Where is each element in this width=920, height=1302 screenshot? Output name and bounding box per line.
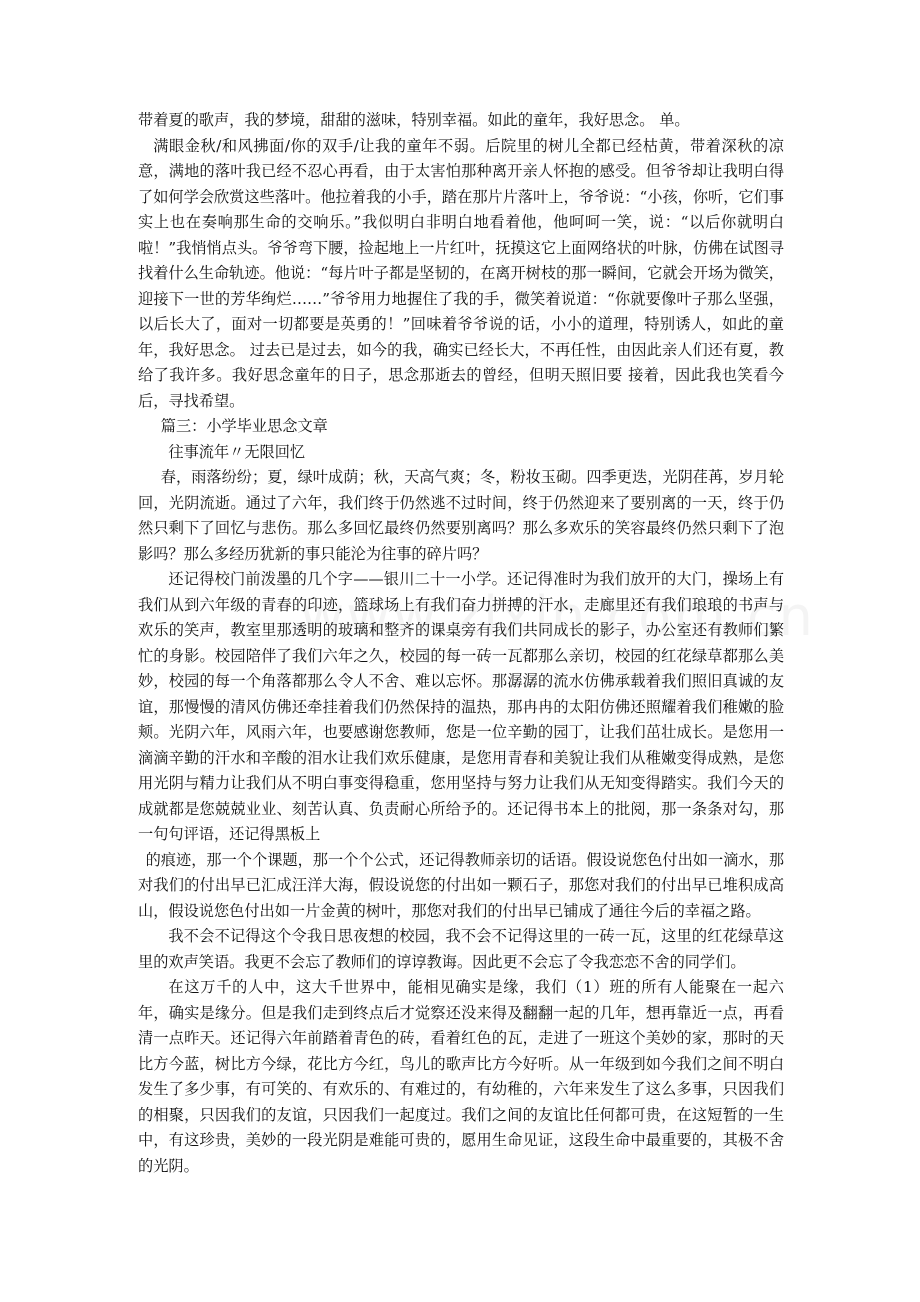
paragraph-autumn-grandpa: 满眼金秋/和风拂面/你的双手/让我的童年不弱。后院里的树儿全都已经枯黄，带着深秋的凉意，满地的落叶我已经不忍心再看，由于太害怕那种离开亲人怀抱的感受。但爷爷却让我明白得了如何学会欣赏这些落叶。他拉着我的小手，踏在那片片落叶上，爷爷说：“小孩，你听，它们事实上也在奏响那生命的交响乐。”我似明白非明白地看着他，他呵呵一笑，说：“以后你就明白啦！”我悄悄点头。爷爷弯下腰，捡起地上一片红叶，抚摸这它上面网络状的叶脉，仿佛在试图寻找着什么生命轨迹。他说：“每片叶子都是坚韧的，在离开树枝的那一瞬间，它就会开场为微笑，迎接下一世的芳华绚烂……”爷爷用力地握住了我的手，微笑着说道：“你就要像叶子那么坚强，以后长大了，面对一切都要是英勇的！”回味着爷爷说的话，小小的道理，特别诱人，如此的童年，我好思念。 过去已是过去，如今的我，确实已经长大，不再任性，由因此亲人们还有夏，教给了我许多。我好思念童年的日子，思念那逝去的曾经，但明天照旧要 接着，因此我也笑看今后，寻找希望。 [138,136,784,410]
article-title: 往事流年〃无限回忆 [168,442,306,461]
document-body [138,108,784,1179]
section-heading: 篇三：小学毕业思念文章 [160,417,328,435]
paragraph-classmates: 在这万千的人中，这大千世界中，能相见确实是缘，我们（1）班的所有人能聚在一起六年，确实是缘分。但是我们走到终点后才觉察还没来得及翻翻一起的几年，想再靠近一点，再看清一点昨天。还记得六年前踏着青色的砖，看着红色的瓦，走进了一班这个美妙的家，那时的天比方今蓝，树比方今绿，花比方今红，鸟儿的歌声比方今好听。从一年级到如今我们之间不明白发生了多少事，有可笑的、有欢乐的、有难过的，有幼稚的，六年来发生了这么多事，只因我们的相聚，只因我们的友谊，只因我们一起度过。我们之间的友谊比任何都可贵，在这短暂的一生中，有这珍贵，美妙的一段光阴是难能可贵的，愿用生命见证，这段生命中最重要的，其极不舍的光阴。 [138,978,784,1175]
paragraph-teacher-gratitude: 的痕迹，那一个个课题，那一个个公式，还记得教师亲切的话语。假设说您色付出如一滴水，那对我们的付出早已汇成汪洋大海，假设说您的付出如一颗石子，那您对我们的付出早已堆积成高山，假设说您色付出如一片金黄的树叶，那您对我们的付出早已铺成了通往今后的幸福之路。 [138,850,784,920]
paragraph-school-memories: 还记得校门前泼墨的几个字——银川二十一小学。还记得准时为我们放开的大门，操场上有我们从到六年级的青春的印迹，篮球场上有我们奋力拼搏的汗水，走廊里还有我们琅琅的书声与欢乐的笑声，教室里那透明的玻璃和整齐的课桌旁有我们共同成长的影子，办公室还有教师们繁忙的身影。校园陪伴了我们六年之久，校园的每一砖一瓦都那么亲切，校园的红花绿草都那么美妙，校园的每一个角落都那么令人不舍、难以忘怀。那潺潺的流水仿佛承载着我们照旧真诚的友谊，那慢慢的清风仿佛还牵挂着我们仍然保持的温热，那冉冉的太阳仿佛还照耀着我们稚嫩的脸颊。光阴六年，风雨六年，也要感谢您教师，您是一位辛勤的园丁，让我们茁壮成长。是您用一滴滴辛勤的汗水和辛酸的泪水让我们欢乐健康，是您用青春和美貌让我们从稚嫩变得成熟，是您用光阴与精力让我们从不明白事变得稳重，您用坚持与努力让我们从无知变得踏实。我们今天的成就都是您兢兢业业、刻苦认真、负责耐心所给予的。还记得书本上的批阅，那一条条对勾，那一句句评语，还记得黑板上 [138,570,784,843]
paragraph-seasons: 春，雨落纷纷；夏，绿叶成荫；秋，天高气爽；冬，粉妆玉砌。四季更迭，光阴荏苒，岁月轮回，光阴流逝。通过了六年，我们终于仍然逃不过时间，终于仍然迎来了要别离的一天，终于仍然只剩下了回忆与悲伤。那么多回忆最终仍然要别离吗？那么多欢乐的笑容最终仍然只剩下了泡影吗？那么多经历犹新的事只能沦为往事的碎片吗？ [138,468,784,563]
paragraph-never-forget: 我不会不记得这个令我日思夜想的校园，我不会不记得这里的一砖一瓦，这里的红花绿草这里的欢声笑语。我更不会忘了教师们的谆谆教诲。因此更不会忘了令我恋恋不舍的同学们。 [138,927,784,971]
paragraph-summer-ending: 带着夏的歌声，我的梦境，甜甜的滋味，特别幸福。如此的童年，我好思念。 单。 [138,111,690,129]
